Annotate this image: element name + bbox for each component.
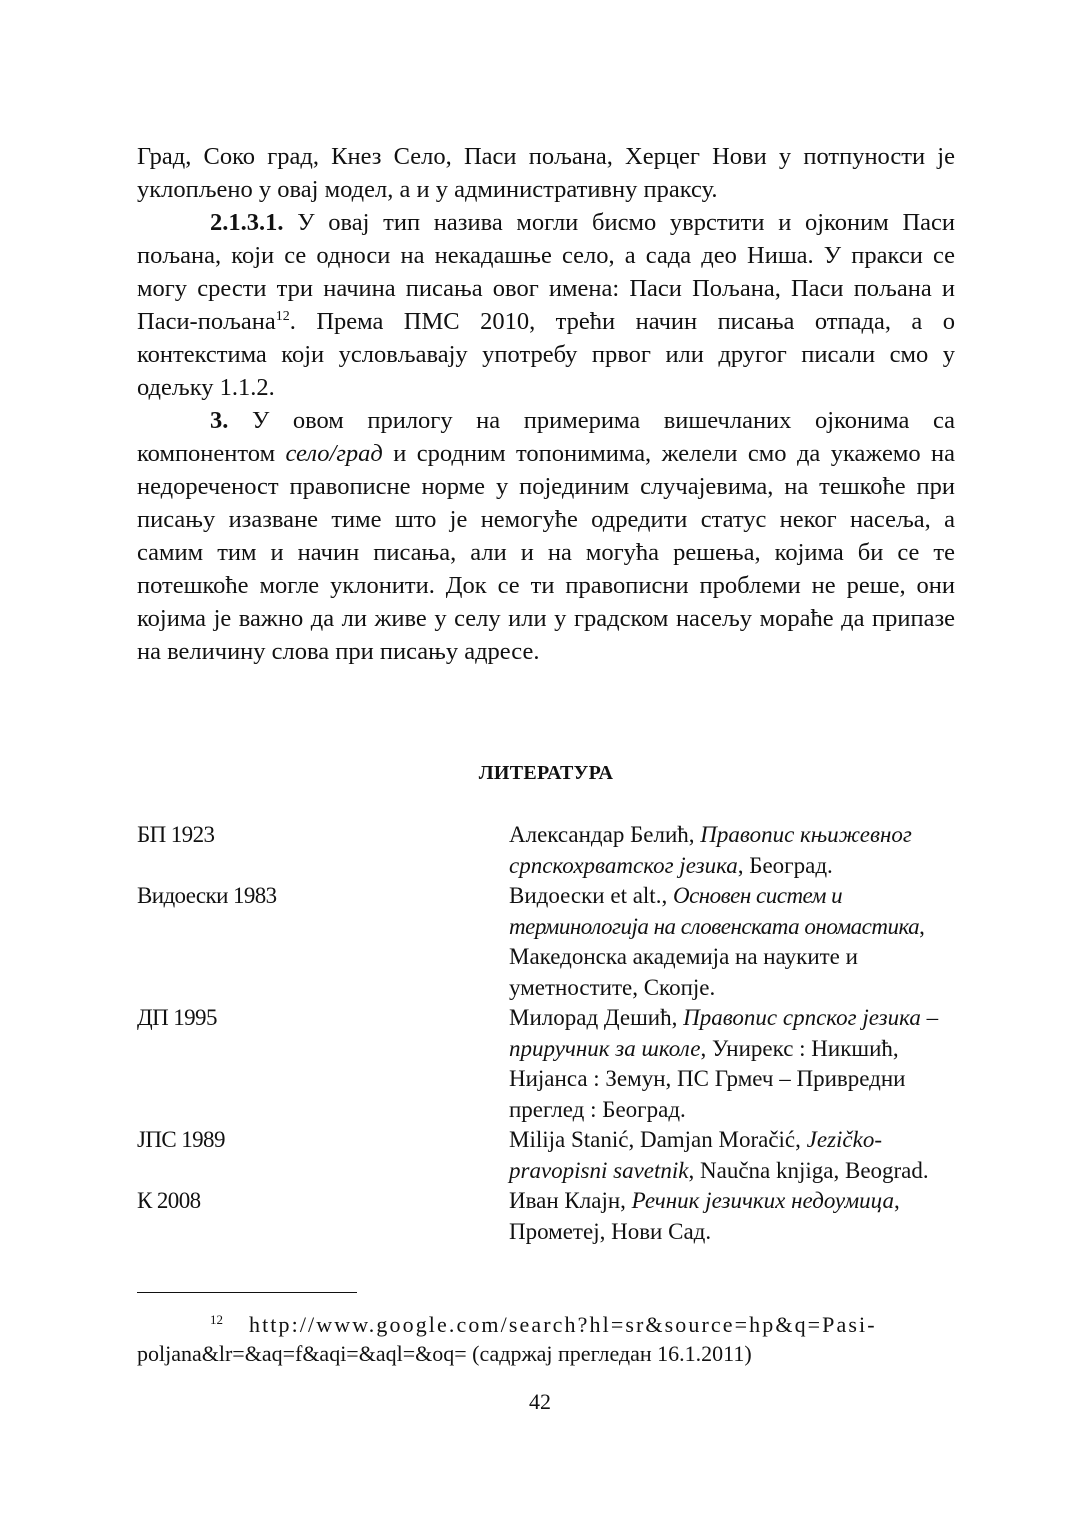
paragraph-text: и сродним топонимима, желели смо да укажемо на недореченост правописне норме у појединим случајевима, на тешкоће при писању изазване тиме што је немогуће одредити статус неког насеља, а самим тим и начин писања, али и на могућа решења, којима би се те потешкоће могле уклонити. Док се ти правописни проблеми не реше, они којима је важно да ли живе у селу или у градском насељу мораће да припазе на величину слова при писању адресе. xyxy=(137,440,956,665)
entry-publisher: , Београд. xyxy=(737,852,833,878)
paragraph-text: . Према ПМС 2010, трећи начин писања отпада, а о контекстима који условљавају употребу првог или другог писали смо у одељку 1.1.2. xyxy=(137,308,955,401)
bibliography-entry xyxy=(137,881,955,1003)
bibliography-entry xyxy=(137,820,955,881)
entry-author: Milija Stanić, Damjan Moračić, xyxy=(509,1127,807,1152)
entry-key: К 2008 xyxy=(137,1188,201,1213)
entry-key: Видоески 1983 xyxy=(137,883,277,908)
entry-reference xyxy=(509,881,955,1003)
paragraph-text: У овај тип назива могли бисмо уврстити и ојконим Паси пољана, који се односи на некадашње село, а сада део Ниша. У пракси се могу срести три начина писања овог имена: Паси Пољана, Паси пољана и Паси-пољана xyxy=(137,209,955,335)
entry-publisher: , Унирекс : Никшић, Нијанса : Земун, ПС Грмеч – Привредни преглед : Београд. xyxy=(509,1035,906,1122)
entry-title: Правопис књижевног српскохрватског језика xyxy=(509,822,912,878)
bibliography-entry xyxy=(137,1125,955,1186)
paragraph-text: У овом прилогу на примерима вишечланих ојконима са компонентом xyxy=(137,407,955,467)
footnote-second-line: poljana&lr=&aq=f&aqi=&aql=&oq= (садржај прегледан 16.1.2011) xyxy=(137,1341,752,1366)
entry-title: Основен систем и терминологија на словенската ономастика xyxy=(509,883,920,939)
footnote xyxy=(137,1310,955,1368)
entry-title: Речник језичких недоумица xyxy=(631,1188,894,1213)
entry-author: Милорад Дешић, xyxy=(509,1005,684,1030)
section-number: 3. xyxy=(210,407,229,434)
entry-title: Правопис српског језика – приручник за школе xyxy=(509,1005,939,1061)
entry-reference xyxy=(509,1186,955,1247)
paragraph-1: Град, Соко град, Кнез Село, Паси пољана, Херцег Нови у потпуности је уклопљено у овај модел, а и у административну праксу. xyxy=(137,143,955,203)
entry-author: Иван Клајн, xyxy=(509,1188,632,1213)
footnote-url[interactable]: http://www.google.com/search?hl=sr&source=hp&q=Pasi- xyxy=(249,1312,877,1337)
bibliography-entry xyxy=(137,1186,955,1247)
footnote-divider xyxy=(137,1292,357,1293)
footnote-reference[interactable]: 12 xyxy=(275,309,290,324)
entry-publisher: , Naučna knjiga, Beograd. xyxy=(688,1157,929,1183)
page-number: 42 xyxy=(529,1389,551,1414)
paragraph-2 xyxy=(137,206,955,404)
entry-title: Jezičko-pravopisni savetnik xyxy=(509,1127,882,1183)
footnote-first-line xyxy=(137,1310,955,1339)
italic-term: село/град xyxy=(285,440,383,467)
entry-author: Видоески et alt., xyxy=(509,883,673,908)
section-number: 2.1.3.1. xyxy=(210,209,284,236)
entry-reference xyxy=(509,1125,955,1186)
entry-author: Александар Белић, xyxy=(509,822,701,847)
entry-key: ЈПС 1989 xyxy=(137,1127,225,1152)
entry-key: ДП 1995 xyxy=(137,1005,217,1030)
footnote-number: 12 xyxy=(210,1312,223,1327)
bibliography-entry xyxy=(137,1003,955,1125)
entry-publisher: , Прометеј, Нови Сад. xyxy=(509,1188,900,1244)
entry-publisher: , Македонска академија на науките и уметностите, Скопје. xyxy=(509,913,925,1000)
entry-reference xyxy=(509,1003,955,1125)
entry-reference xyxy=(509,820,955,881)
paragraph-3 xyxy=(137,404,955,668)
bibliography-list xyxy=(137,820,955,1247)
literature-heading: ЛИТЕРАТУРА xyxy=(478,762,614,784)
entry-key: БП 1923 xyxy=(137,822,215,847)
page-content xyxy=(137,140,956,1244)
